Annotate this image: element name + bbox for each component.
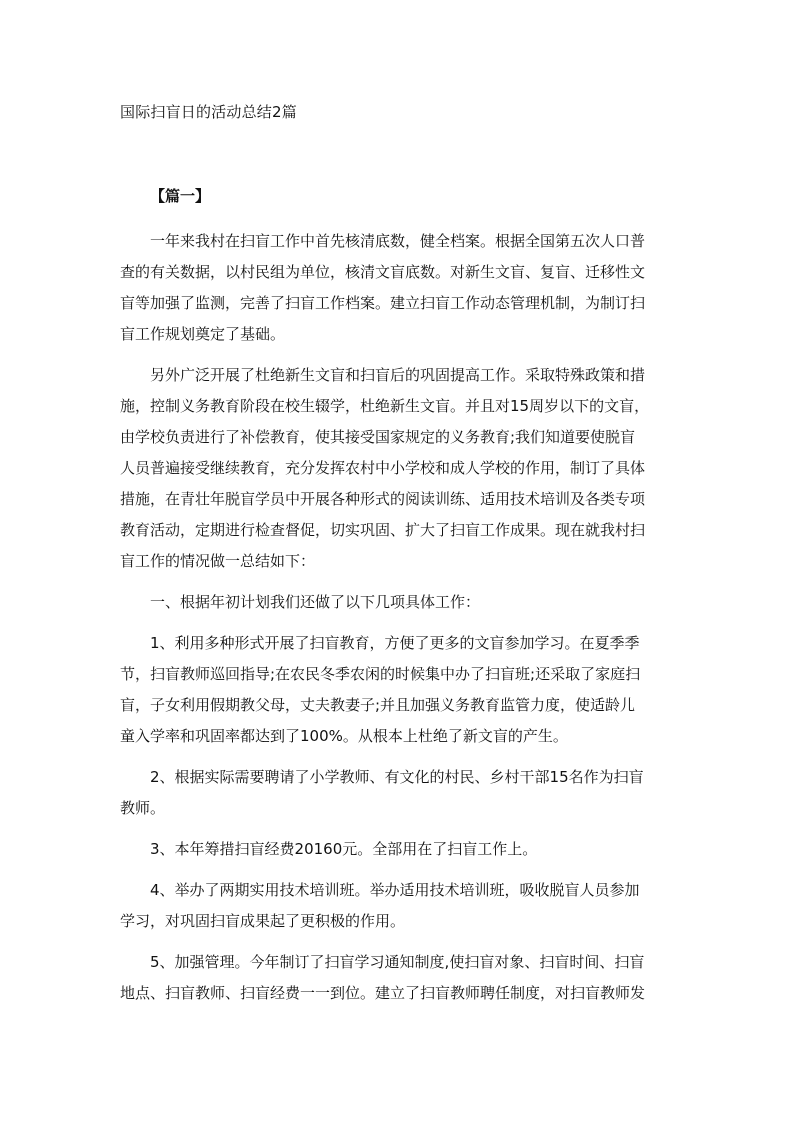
paragraph-first-line: 另外广泛开展了杜绝新生文盲和扫盲后的巩固提高工作。采取特殊政策和措 [150,366,646,384]
paragraph [120,947,680,1009]
paragraph-first-line: 4、举办了两期实用技术培训班。举办适用技术培训班，吸收脱盲人员参加 [150,881,640,899]
paragraph [120,628,680,752]
paragraph-line: 盲工作的情况做一总结如下： [120,552,316,570]
paragraph-line: 地点、扫盲教师、扫盲经费一一到位。建立了扫盲教师聘任制度，对扫盲教师发 [120,984,646,1002]
paragraph-first-line: 5、加强管理。今年制订了扫盲学习通知制度,使扫盲对象、扫盲时间、扫盲 [150,953,645,971]
paragraph [120,762,680,824]
paragraph-line: 由学校负责进行了补偿教育，使其接受国家规定的义务教育;我们知道要使脱盲 [120,428,636,446]
paragraph-line: 教师。 [120,799,166,817]
paragraph-line: 施，控制义务教育阶段在校生辍学，杜绝新生文盲。并且对15周岁以下的文盲， [120,397,650,415]
paragraph-line: 教育活动，定期进行检查督促，切实巩固、扩大了扫盲工作成果。现在就我村扫 [120,521,646,539]
document-title: 国际扫盲日的活动总结2篇 [120,103,297,121]
paragraph [120,226,680,350]
paragraph-line: 童入学率和巩固率都达到了100%。从根本上杜绝了新文盲的产生。 [120,727,568,745]
paragraph [120,587,680,618]
section-heading: 【篇一】 [150,187,211,205]
paragraph-line: 查的有关数据，以村民组为单位，核清文盲底数。对新生文盲、复盲、迁移性文 [120,263,646,281]
paragraph-line: 盲等加强了监测，完善了扫盲工作档案。建立扫盲工作动态管理机制，为制订扫 [120,294,646,312]
paragraph-first-line: 一年来我村在扫盲工作中首先核清底数，健全档案。根据全国第五次人口普 [150,232,646,250]
paragraph-first-line: 1、利用多种形式开展了扫盲教育，方便了更多的文盲参加学习。在夏季季 [150,634,640,652]
paragraph-first-line: 一、根据年初计划我们还做了以下几项具体工作： [150,593,481,611]
paragraph-first-line: 2、根据实际需要聘请了小学教师、有文化的村民、乡村干部15名作为扫盲 [150,768,644,786]
document-body [120,226,680,1019]
paragraph [120,834,680,865]
paragraph-line: 盲工作规划奠定了基础。 [120,325,286,343]
paragraph-line: 措施，在青壮年脱盲学员中开展各种形式的阅读训练、适用技术培训及各类专项 [120,490,646,508]
paragraph [120,360,680,577]
paragraph [120,875,680,937]
paragraph-line: 盲，子女利用假期教父母，丈夫教妻子;并且加强义务教育监管力度，使适龄儿 [120,696,636,714]
paragraph-line: 人员普遍接受继续教育，充分发挥农村中小学校和成人学校的作用，制订了具体 [120,459,646,477]
paragraph-line: 学习，对巩固扫盲成果起了更积极的作用。 [120,912,406,930]
paragraph-first-line: 3、本年筹措扫盲经费20160元。全部用在了扫盲工作上。 [150,840,538,858]
paragraph-line: 节，扫盲教师巡回指导;在农民冬季农闲的时候集中办了扫盲班;还采取了家庭扫 [120,665,641,683]
